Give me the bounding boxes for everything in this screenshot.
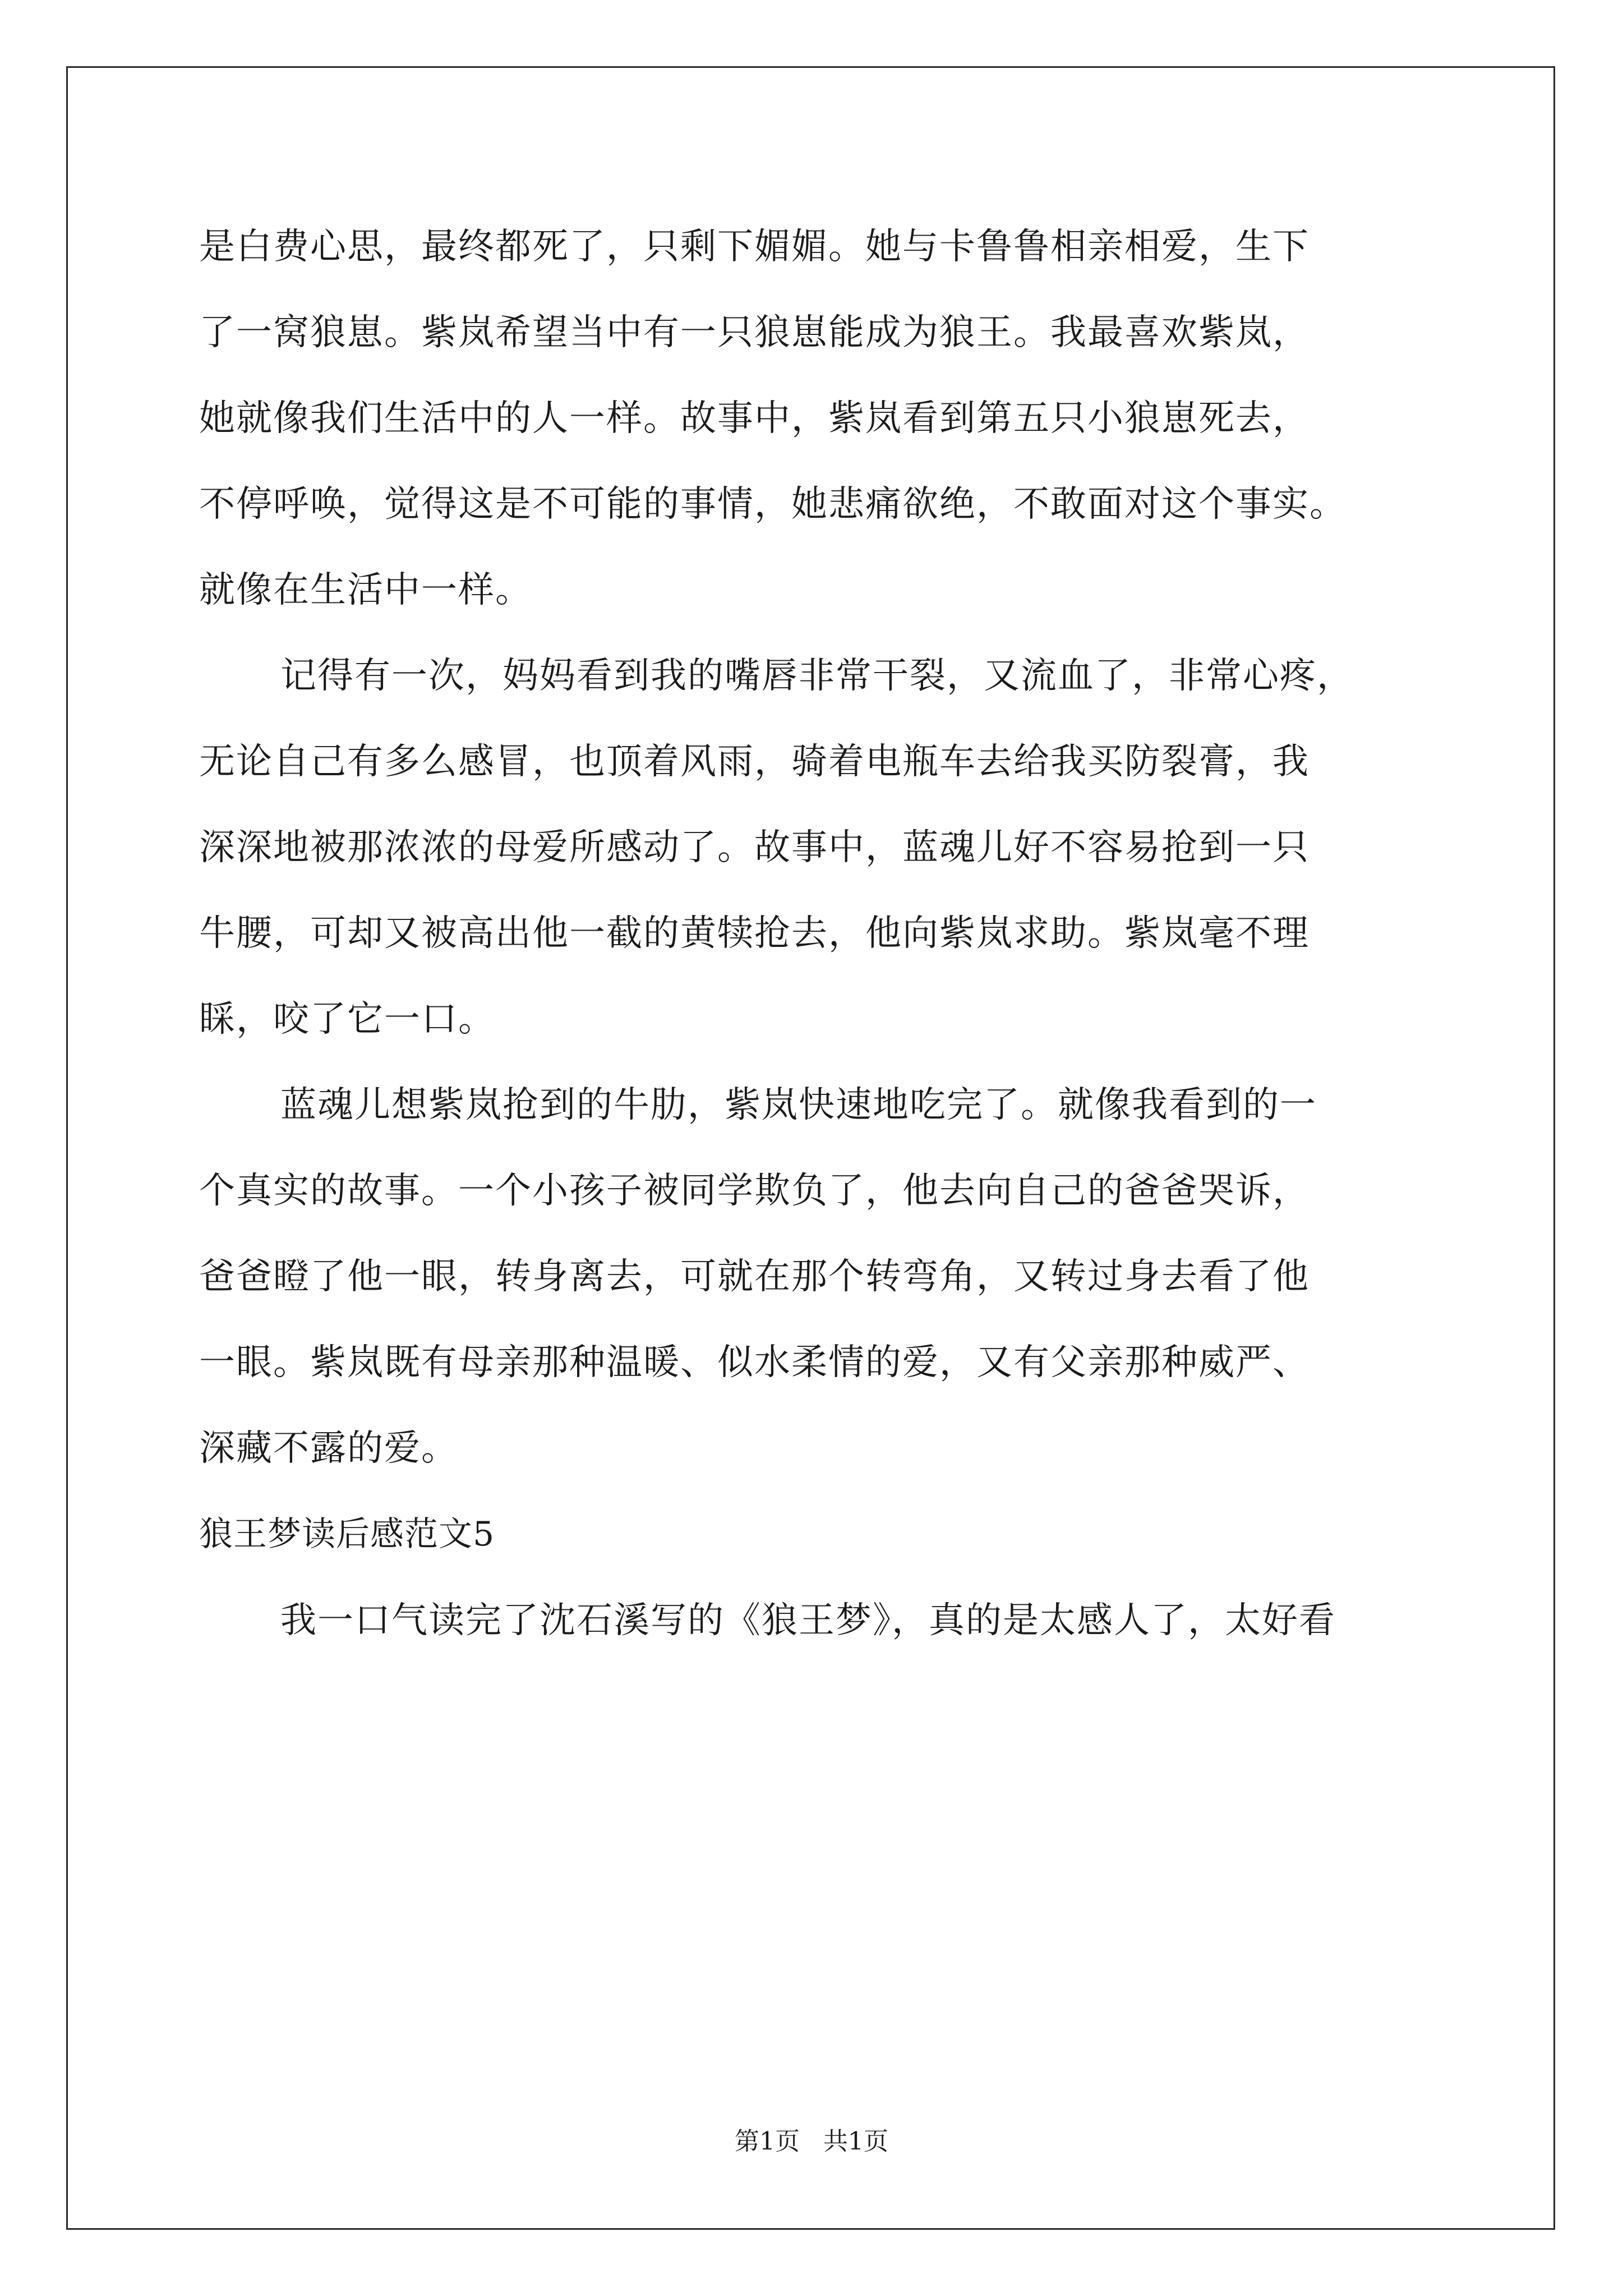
text-line: 就像在生活中一样。 [199,569,532,611]
paragraph-first-line: 蓝魂儿想紫岚抢到的牛肋，紫岚快速地吃完了。就像我看到的一 [280,1084,1317,1126]
section-heading: 狼王梦读后感范文5 [199,1515,495,1554]
paragraph-first-line: 我一口气读完了沈石溪写的《狼王梦》，真的是太感人了，太好看 [280,1600,1336,1641]
text-line: 她就像我们生活中的人一样。故事中，紫岚看到第五只小狼崽死去， [199,398,1310,439]
text-line: 了一窝狼崽。紫岚希望当中有一只狼崽能成为狼王。我最喜欢紫岚， [199,312,1310,353]
text-line: 深藏不露的爱。 [199,1428,458,1469]
page-footer: 第1页 共1页 [735,2127,888,2156]
text-line: 无论自己有多么感冒，也顶着风雨，骑着电瓶车去给我买防裂膏，我 [199,741,1310,783]
text-line: 牛腰，可却又被高出他一截的黄犊抢去，他向紫岚求助。紫岚毫不理 [199,913,1310,954]
text-line: 不停呼唤，觉得这是不可能的事情，她悲痛欲绝，不敢面对这个事实。 [199,484,1347,525]
paragraph-first-line: 记得有一次，妈妈看到我的嘴唇非常干裂，又流血了，非常心疼， [280,655,1354,697]
text-line: 是白费心思，最终都死了，只剩下媚媚。她与卡鲁鲁相亲相爱，生下 [199,226,1310,268]
text-line: 爸爸瞪了他一眼，转身离去，可就在那个转弯角，又转过身去看了他 [199,1256,1310,1297]
text-line: 深深地被那浓浓的母爱所感动了。故事中，蓝魂儿好不容易抢到一只 [199,827,1310,868]
text-line: 一眼。紫岚既有母亲那种温暖、似水柔情的爱，又有父亲那种威严、 [199,1342,1310,1383]
page-border [66,66,1555,2230]
text-line: 个真实的故事。一个小孩子被同学欺负了，他去向自己的爸爸哭诉， [199,1170,1310,1212]
text-line: 睬，咬了它一口。 [199,999,495,1040]
